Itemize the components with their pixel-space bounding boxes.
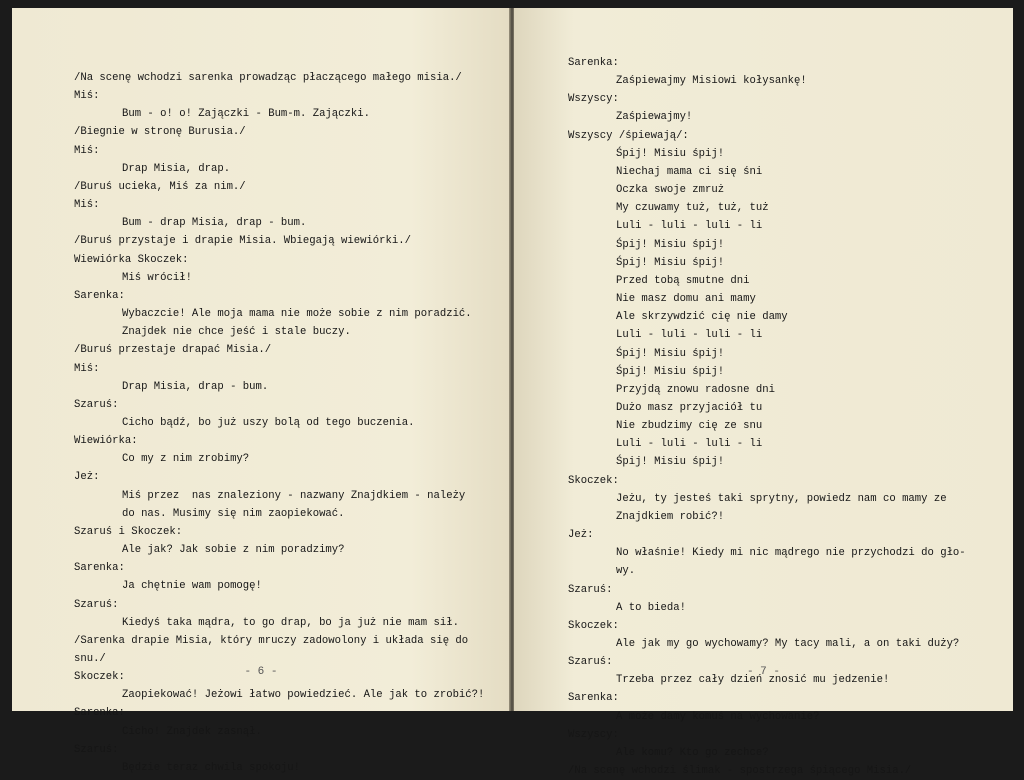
speaker-or-direction-line: Szaruś: bbox=[568, 583, 613, 596]
dialogue-line: Ale jak? Jak sobie z nim poradzimy? bbox=[122, 544, 345, 557]
speaker-or-direction-line: Sarenka: bbox=[74, 562, 125, 575]
speaker-or-direction-line: Skoczek: bbox=[74, 671, 125, 684]
dialogue-line: Luli - luli - luli - li bbox=[616, 329, 763, 342]
speaker-or-direction-line: Wszyscy: bbox=[568, 728, 619, 741]
speaker-or-direction-line: Miś: bbox=[74, 362, 100, 375]
speaker-or-direction-line: Szaruś: bbox=[74, 743, 119, 756]
dialogue-line: Luli - luli - luli - li bbox=[616, 220, 763, 233]
dialogue-line: Kiedyś taka mądra, to go drap, bo ja już nie mam sił. bbox=[122, 616, 459, 629]
dialogue-line: Śpij! Misiu śpij! bbox=[616, 365, 725, 378]
dialogue-line: Cicho! Znajdek zasnął. bbox=[122, 725, 262, 738]
speaker-or-direction-line: Miś: bbox=[74, 199, 100, 212]
dialogue-line: Cicho bądź, bo już uszy bolą od tego buczenia. bbox=[122, 416, 415, 429]
dialogue-line: Luli - luli - luli - li bbox=[616, 438, 763, 451]
dialogue-line: Przyjdą znowu radosne dni bbox=[616, 383, 775, 396]
speaker-or-direction-line: Wszyscy /śpiewają/: bbox=[568, 129, 689, 142]
dialogue-line: Drap Misia, drap. bbox=[122, 162, 231, 175]
dialogue-line: A to bieda! bbox=[616, 601, 686, 614]
dialogue-line: Śpij! Misiu śpij! bbox=[616, 238, 725, 251]
dialogue-line: Niechaj mama ci się śni bbox=[616, 165, 763, 178]
dialogue-line: Bum - drap Misia, drap - bum. bbox=[122, 217, 307, 230]
dialogue-line: Drap Misia, drap - bum. bbox=[122, 380, 269, 393]
speaker-or-direction-line: Skoczek: bbox=[568, 619, 619, 632]
speaker-or-direction-line: /Sarenka drapie Misia, który mruczy zadowolony i układa się do bbox=[74, 634, 469, 647]
left-page-number: - 6 - bbox=[244, 665, 278, 678]
dialogue-line: Zaopiekować! Jeżowi łatwo powiedzieć. Ale jak to zrobić?! bbox=[122, 689, 485, 702]
dialogue-line: do nas. Musimy się nim zaopiekować. bbox=[122, 507, 345, 520]
dialogue-line: My czuwamy tuż, tuż, tuż bbox=[616, 202, 769, 215]
dialogue-line: Śpij! Misiu śpij! bbox=[616, 147, 725, 160]
dialogue-line: Znajdek nie chce jeść i stale buczy. bbox=[122, 326, 351, 339]
speaker-or-direction-line: Wiewiórka: bbox=[74, 435, 138, 448]
speaker-or-direction-line: Miś: bbox=[74, 144, 100, 157]
dialogue-line: Nie zbudzimy cię ze snu bbox=[616, 420, 763, 433]
right-page-number: - 7 - bbox=[746, 665, 780, 678]
speaker-or-direction-line: snu./ bbox=[74, 653, 106, 665]
dialogue-line: A może damy komuś na wychowanie? bbox=[616, 710, 820, 723]
dialogue-line: Będzie teraz chwila spokoju! bbox=[122, 761, 301, 774]
dialogue-line: Zaśpiewajmy! bbox=[616, 111, 693, 124]
dialogue-line: Wybaczcie! Ale moja mama nie może sobie z nim poradzić. bbox=[122, 308, 472, 321]
dialogue-line: Ale komu? Kto go zechce? bbox=[616, 746, 769, 759]
dialogue-line: Oczka swoje zmruż bbox=[616, 184, 725, 197]
dialogue-line: Jeżu, ty jesteś taki sprytny, powiedz nam co mamy ze bbox=[616, 492, 947, 505]
speaker-or-direction-line: /Na scenę wchodzi ślimak - spostrzega śpiącego Misia./ bbox=[568, 765, 912, 778]
speaker-or-direction-line: Szaruś: bbox=[568, 656, 613, 669]
speaker-or-direction-line: Jeż: bbox=[568, 529, 594, 542]
dialogue-line: Trzeba przez cały dzień znosić mu jedzenie! bbox=[616, 674, 890, 687]
dialogue-line: Zaśpiewajmy Misiowi kołysankę! bbox=[616, 75, 807, 88]
dialogue-line: Ale jak my go wychowamy? My tacy mali, a on taki duży? bbox=[616, 638, 960, 650]
dialogue-line: Ale skrzywdzić cię nie damy bbox=[616, 311, 788, 324]
dialogue-line: wy. bbox=[616, 565, 636, 578]
dialogue-line: Miś wrócił! bbox=[122, 271, 192, 284]
dialogue-line: Śpij! Misiu śpij! bbox=[616, 256, 725, 269]
speaker-or-direction-line: Szaruś: bbox=[74, 598, 119, 611]
dialogue-line: Przed tobą smutne dni bbox=[616, 274, 750, 287]
speaker-or-direction-line: Wszyscy: bbox=[568, 93, 619, 106]
speaker-or-direction-line: Sarenka: bbox=[568, 57, 619, 69]
dialogue-line: Znajdkiem robić?! bbox=[616, 510, 725, 523]
speaker-or-direction-line: Skoczek: bbox=[568, 474, 619, 487]
speaker-or-direction-line: Szaruś: bbox=[74, 398, 119, 411]
speaker-or-direction-line: /Buruś przystaje i drapie Misia. Wbiegają wiewiórki./ bbox=[74, 235, 411, 248]
speaker-or-direction-line: /Buruś ucieka, Miś za nim./ bbox=[74, 180, 246, 193]
speaker-or-direction-line: Sarenka: bbox=[74, 289, 125, 302]
speaker-or-direction-line: /Biegnie w stronę Burusia./ bbox=[74, 126, 246, 139]
speaker-or-direction-line: Sarenka: bbox=[568, 692, 619, 705]
dialogue-line: No właśnie! Kiedy mi nic mądrego nie przychodzi do gło- bbox=[616, 547, 966, 560]
dialogue-line: Śpij! Misiu śpij! bbox=[616, 456, 725, 469]
speaker-or-direction-line: Sarenka: bbox=[74, 707, 125, 720]
dialogue-line: Co my z nim zrobimy? bbox=[122, 453, 250, 466]
dialogue-line: Miś przez nas znaleziony - nazwany Znajdkiem - należy bbox=[122, 489, 466, 502]
speaker-or-direction-line: /Buruś przestaje drapać Misia./ bbox=[74, 344, 272, 357]
speaker-or-direction-line: Miś: bbox=[74, 90, 100, 103]
dialogue-line: Dużo masz przyjaciół tu bbox=[616, 401, 763, 414]
speaker-or-direction-line: Wiewiórka Skoczek: bbox=[74, 253, 189, 266]
dialogue-line: Ja chętnie wam pomogę! bbox=[122, 580, 262, 593]
speaker-or-direction-line: Szaruś i Skoczek: bbox=[74, 525, 183, 538]
dialogue-line: Nie masz domu ani mamy bbox=[616, 293, 756, 306]
right-page bbox=[514, 8, 1013, 778]
dialogue-line: Śpij! Misiu śpij! bbox=[616, 347, 725, 360]
speaker-or-direction-line: /Na scenę wchodzi sarenka prowadząc płaczącego małego misia./ bbox=[74, 72, 462, 84]
left-page bbox=[12, 8, 510, 774]
dialogue-line: Bum - o! o! Zajączki - Bum-m. Zajączki. bbox=[122, 108, 370, 121]
speaker-or-direction-line: Jeż: bbox=[74, 471, 100, 484]
